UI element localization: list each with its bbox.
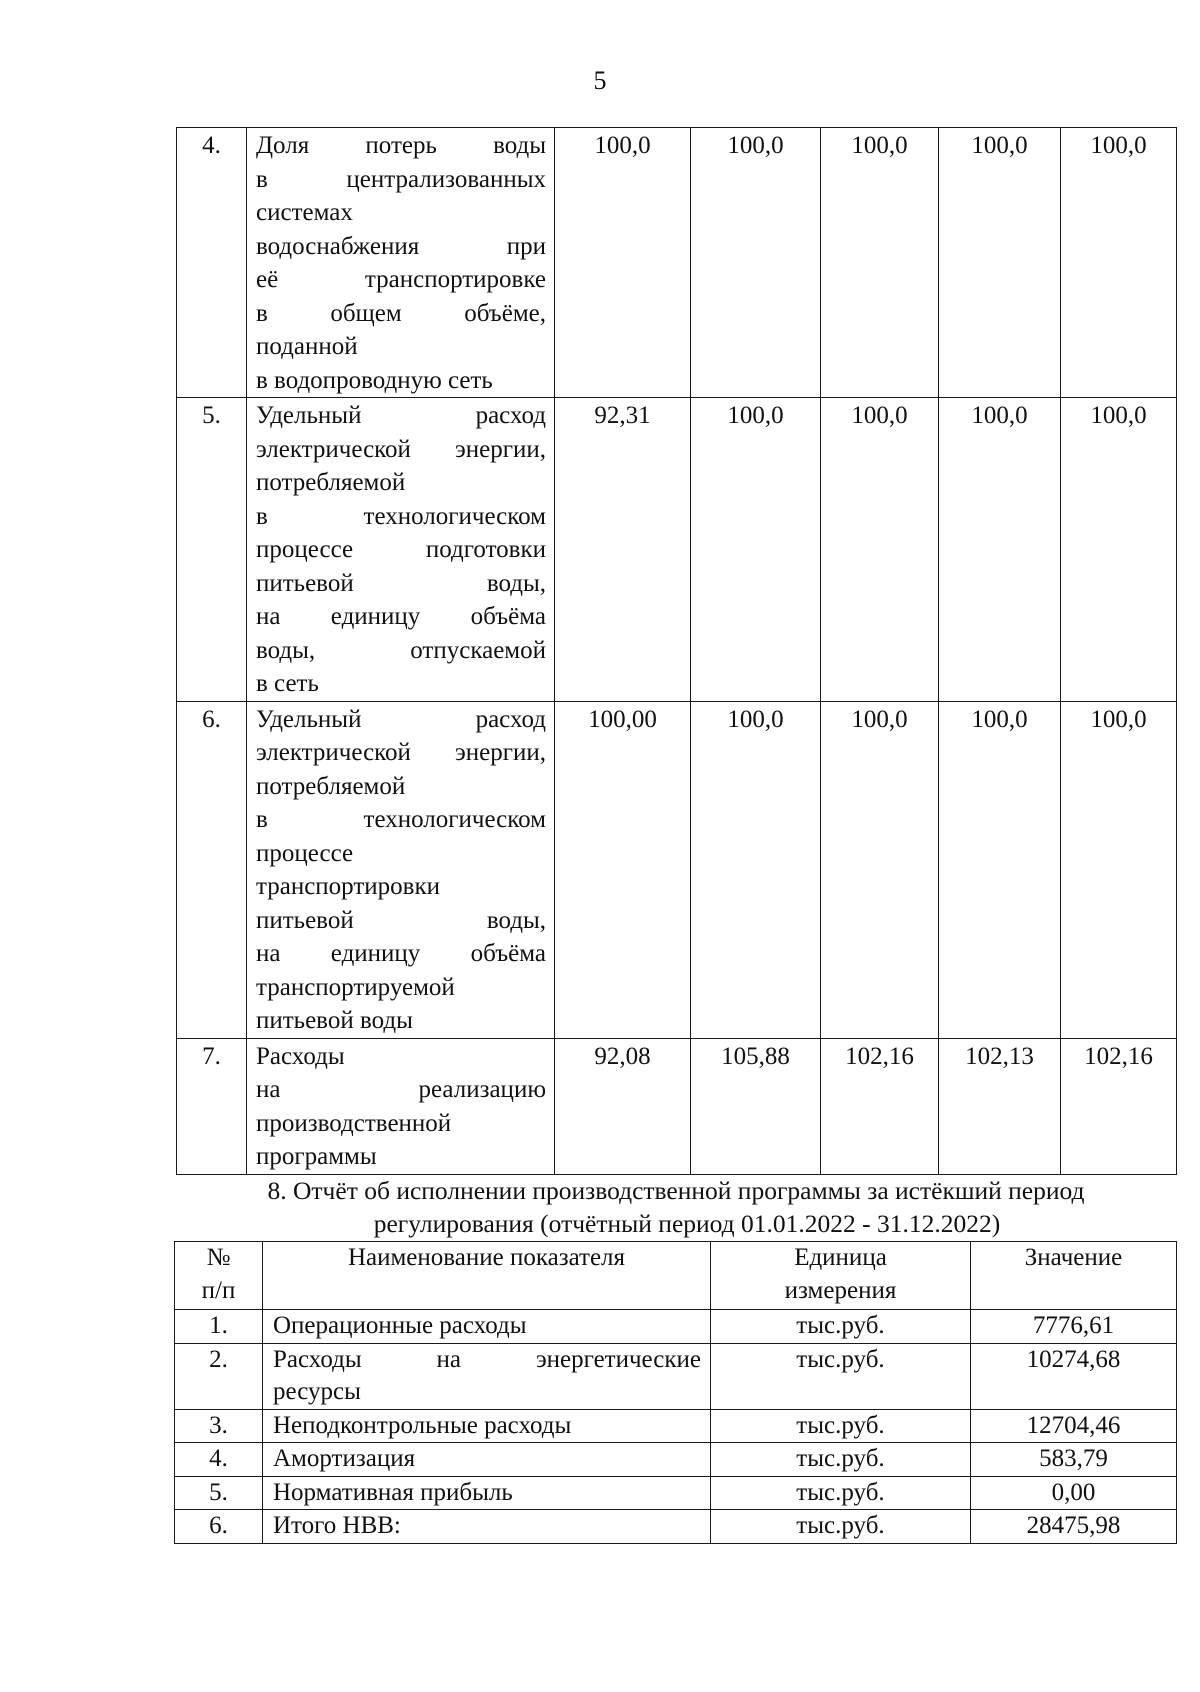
indicator-value: 100,0 (821, 701, 939, 1038)
value-cell: 10274,68 (971, 1343, 1177, 1409)
name-word: в (256, 165, 268, 193)
name-word: энергетические (535, 1345, 701, 1373)
name-word: воды, (486, 569, 546, 597)
name-line (256, 1107, 546, 1141)
header-num (175, 1242, 263, 1310)
name-word: воды, (486, 906, 546, 934)
name-line (256, 399, 546, 433)
name-line (256, 263, 546, 297)
name-word: Операционные расходы (273, 1312, 527, 1339)
name-line (256, 904, 546, 938)
name-word: в (256, 806, 268, 833)
name-word: в сеть (256, 670, 319, 697)
header-value: Значение (971, 1242, 1177, 1310)
name-word: Неподконтрольные расходы (273, 1411, 572, 1439)
value-cell: 28475,98 (971, 1510, 1177, 1544)
indicator-name (263, 1443, 711, 1477)
name-line (256, 770, 546, 804)
report-row (175, 1409, 1177, 1443)
name-line (256, 1004, 546, 1038)
indicator-row (177, 1038, 1177, 1174)
name-word: объёма (470, 940, 546, 967)
name-word: расход (475, 705, 546, 733)
name-line (273, 1310, 701, 1343)
name-line (256, 937, 546, 971)
name-line (256, 703, 546, 737)
name-word: в (256, 299, 268, 327)
name-word: транспортируемой (256, 973, 455, 1001)
name-line (256, 433, 546, 467)
name-word: электрической (256, 435, 411, 463)
row-number: 4. (177, 128, 247, 398)
report-row (175, 1510, 1177, 1544)
unit-cell: тыс.руб. (711, 1510, 971, 1544)
name-word: системах (256, 199, 353, 226)
indicator-name (263, 1510, 711, 1544)
value-cell: 583,79 (971, 1443, 1177, 1477)
name-word: Нормативная прибыль (273, 1478, 513, 1506)
name-line (273, 1477, 701, 1510)
name-word: в водопроводную сеть (256, 366, 493, 394)
name-word: процессе (256, 536, 354, 563)
indicator-value: 100,0 (939, 701, 1061, 1038)
name-word: централизованных (346, 165, 546, 193)
name-line (273, 1344, 701, 1377)
indicator-name (247, 398, 555, 702)
name-word: воды (493, 132, 546, 159)
row-number: 4. (175, 1443, 263, 1477)
name-word: Расходы (273, 1345, 362, 1373)
name-line (256, 803, 546, 837)
name-word: энергии, (455, 739, 546, 766)
row-number: 6. (177, 701, 247, 1038)
name-word: поданной (256, 333, 358, 360)
report-row (175, 1443, 1177, 1477)
name-word: её (256, 266, 279, 293)
caption-line-2: регулирования (отчётный период 01.01.2022 - 31.12.2022) (373, 1209, 1001, 1238)
name-word: на (256, 603, 281, 630)
name-word: энергии, (455, 435, 546, 463)
name-word: в (256, 502, 268, 530)
name-line (256, 129, 546, 163)
name-word: процессе (256, 839, 354, 867)
page-number: 5 (593, 66, 607, 95)
indicator-name (247, 701, 555, 1038)
name-word: на (436, 1345, 462, 1373)
indicator-name (247, 128, 555, 398)
name-line (256, 1140, 546, 1174)
name-line (273, 1510, 701, 1543)
name-word: Расходы (256, 1042, 345, 1070)
report-row (175, 1343, 1177, 1409)
name-word: на (256, 1076, 281, 1103)
indicator-name (263, 1409, 711, 1443)
name-word: питьевой (256, 569, 354, 597)
name-line (256, 736, 546, 770)
report-row (175, 1310, 1177, 1344)
name-line (273, 1410, 701, 1443)
indicator-value: 100,0 (1061, 701, 1177, 1038)
name-word: Доля (256, 132, 310, 159)
name-word: питьевой (256, 906, 354, 934)
name-word: потребляемой (256, 772, 406, 800)
name-line (273, 1376, 701, 1409)
indicator-value: 100,0 (691, 398, 821, 702)
name-word: отпускаемой (410, 636, 546, 664)
name-line (256, 1040, 546, 1074)
row-number: 5. (175, 1476, 263, 1510)
indicator-value: 100,0 (821, 398, 939, 702)
row-number: 7. (177, 1038, 247, 1174)
indicator-value: 92,31 (555, 398, 691, 702)
caption-line-1: 8. Отчёт об исполнении производственной программы за истёкший период (267, 1176, 1085, 1205)
indicator-name (263, 1310, 711, 1344)
name-word: технологическом (363, 806, 546, 833)
indicator-value: 100,0 (691, 701, 821, 1038)
name-word: программы (256, 1143, 377, 1170)
indicator-value: 100,0 (821, 128, 939, 398)
name-word: производственной (256, 1109, 452, 1137)
indicator-name (263, 1343, 711, 1409)
unit-cell: тыс.руб. (711, 1310, 971, 1344)
name-line (256, 667, 546, 701)
indicator-value: 100,0 (939, 128, 1061, 398)
name-line (256, 971, 546, 1005)
name-word: Удельный (256, 705, 362, 733)
name-word: воды, (256, 636, 316, 664)
name-line (256, 466, 546, 500)
header-unit-label: Единица измерения (784, 1244, 897, 1304)
name-word: единицу (330, 940, 421, 967)
value-cell: 12704,46 (971, 1409, 1177, 1443)
name-word: водоснабжения (256, 232, 420, 260)
unit-cell: тыс.руб. (711, 1343, 971, 1409)
name-word: питьевой воды (256, 1007, 413, 1034)
unit-cell: тыс.руб. (711, 1409, 971, 1443)
row-number: 3. (175, 1409, 263, 1443)
row-number: 1. (175, 1310, 263, 1344)
name-line (256, 533, 546, 567)
name-word: электрической (256, 739, 411, 766)
indicator-value: 92,08 (555, 1038, 691, 1174)
name-word: транспортировки (256, 873, 440, 900)
section-caption (176, 1174, 1176, 1240)
name-line (256, 364, 546, 398)
indicator-value: 100,0 (555, 128, 691, 398)
name-line (256, 163, 546, 197)
name-line (256, 634, 546, 668)
indicator-name (263, 1476, 711, 1510)
name-word: общем (330, 299, 402, 327)
indicator-value: 100,0 (691, 128, 821, 398)
value-cell: 7776,61 (971, 1310, 1177, 1344)
report-table (174, 1241, 1177, 1544)
name-line (256, 837, 546, 871)
indicator-value: 105,88 (691, 1038, 821, 1174)
indicator-value: 100,0 (939, 398, 1061, 702)
indicators-table (176, 127, 1177, 1175)
name-line (256, 230, 546, 264)
name-word: Амортизация (273, 1445, 416, 1472)
name-word: технологическом (363, 502, 546, 530)
indicator-value: 100,0 (1061, 398, 1177, 702)
unit-cell: тыс.руб. (711, 1476, 971, 1510)
header-unit (711, 1242, 971, 1310)
name-line (273, 1443, 701, 1476)
name-word: транспортировке (364, 266, 546, 293)
indicator-value: 100,0 (1061, 128, 1177, 398)
name-word: объёме, (464, 299, 546, 327)
row-number: 6. (175, 1510, 263, 1544)
name-word: на (256, 940, 281, 967)
name-word: при (506, 232, 546, 260)
name-word: Итого НВВ: (273, 1512, 401, 1539)
name-word: потребляемой (256, 469, 406, 496)
indicator-name (247, 1038, 555, 1174)
name-word: ресурсы (273, 1378, 361, 1405)
report-row (175, 1476, 1177, 1510)
name-line (256, 196, 546, 230)
name-word: объёма (470, 603, 546, 630)
name-word: Удельный (256, 402, 362, 429)
indicator-row (177, 398, 1177, 702)
name-line (256, 297, 546, 331)
indicator-value: 102,16 (1061, 1038, 1177, 1174)
report-header-row (175, 1242, 1177, 1310)
name-word: реализацию (418, 1076, 546, 1103)
indicator-value: 102,16 (821, 1038, 939, 1174)
name-line (256, 1073, 546, 1107)
row-number: 5. (177, 398, 247, 702)
name-line (256, 600, 546, 634)
name-line (256, 870, 546, 904)
name-line (256, 500, 546, 534)
name-word: потерь (365, 132, 437, 159)
header-name: Наименование показателя (263, 1242, 711, 1310)
name-word: единицу (330, 603, 421, 630)
unit-cell: тыс.руб. (711, 1443, 971, 1477)
name-word: подготовки (425, 536, 546, 563)
indicator-row (177, 128, 1177, 398)
indicator-value: 102,13 (939, 1038, 1061, 1174)
header-num-label: № п/п (201, 1244, 236, 1304)
indicator-value: 100,00 (555, 701, 691, 1038)
name-line (256, 330, 546, 364)
value-cell: 0,00 (971, 1476, 1177, 1510)
name-line (256, 567, 546, 601)
name-word: расход (475, 402, 546, 429)
indicator-row (177, 701, 1177, 1038)
row-number: 2. (175, 1343, 263, 1409)
